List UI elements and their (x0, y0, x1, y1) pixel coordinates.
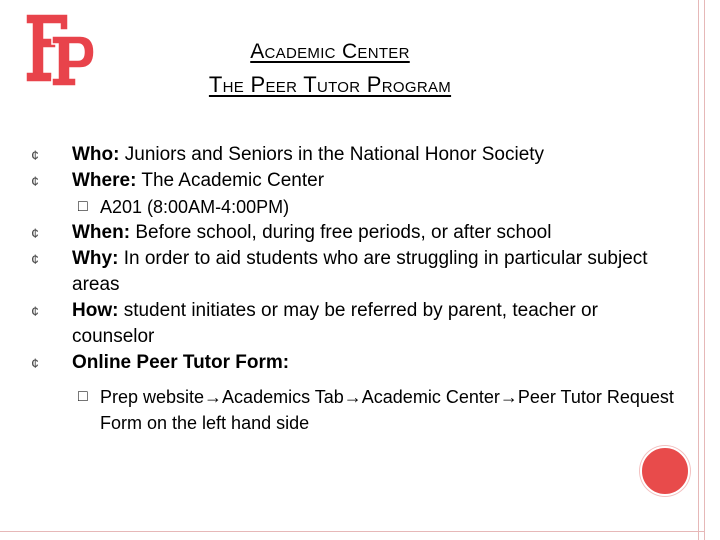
bullet-text: The Academic Center (136, 170, 325, 191)
title-line-2: The Peer Tutor Program (208, 72, 452, 97)
bullet-label: When: (72, 222, 131, 243)
sub-item-text: A201 (8:00AM-4:00PM) (100, 197, 290, 217)
frame-line (704, 0, 705, 540)
decorative-circle (640, 446, 690, 496)
bullet-marker-icon: ¢ (31, 147, 39, 163)
bullet-marker-icon: ¢ (31, 173, 39, 189)
bullet-label: Why: (72, 248, 119, 269)
bullet-label: Where: (72, 170, 137, 191)
bullet-label: Online Peer Tutor Form: (72, 352, 290, 373)
sub-item-text: Prep website→Academics Tab→Academic Center→Peer Tutor Request Form on the left hand side (100, 387, 674, 433)
bullet-marker-icon: ¢ (31, 355, 39, 371)
slide-title (100, 38, 560, 100)
bullet-text: Before school, during free periods, or after school (130, 222, 552, 243)
list-item (22, 142, 682, 168)
fp-logo-icon (24, 8, 96, 88)
bullet-text: Juniors and Seniors in the National Honor Society (119, 144, 545, 165)
slide-frame-right (690, 0, 720, 540)
list-item (22, 298, 682, 350)
list-item (22, 350, 682, 376)
sub-list-item (22, 194, 682, 220)
title-line-1: Academic Center (250, 40, 410, 63)
bullet-marker-icon: ¢ (31, 225, 39, 241)
bullet-marker-icon: ¢ (31, 251, 39, 267)
bullet-label: How: (72, 300, 119, 321)
bullet-text: In order to aid students who are struggling in particular subject areas (72, 248, 648, 295)
list-item (22, 220, 682, 246)
checkbox-square-icon: □ (78, 388, 88, 405)
list-item (22, 246, 682, 298)
frame-line (698, 0, 699, 540)
checkbox-square-icon: □ (78, 198, 88, 215)
sub-list-item (22, 384, 682, 436)
bullet-text: student initiates or may be referred by parent, teacher or counselor (72, 300, 598, 347)
bullet-marker-icon: ¢ (31, 303, 39, 319)
frame-bottom-line (0, 531, 704, 532)
bullet-label: Who: (72, 144, 120, 165)
bullet-list (22, 142, 682, 436)
list-item (22, 168, 682, 194)
